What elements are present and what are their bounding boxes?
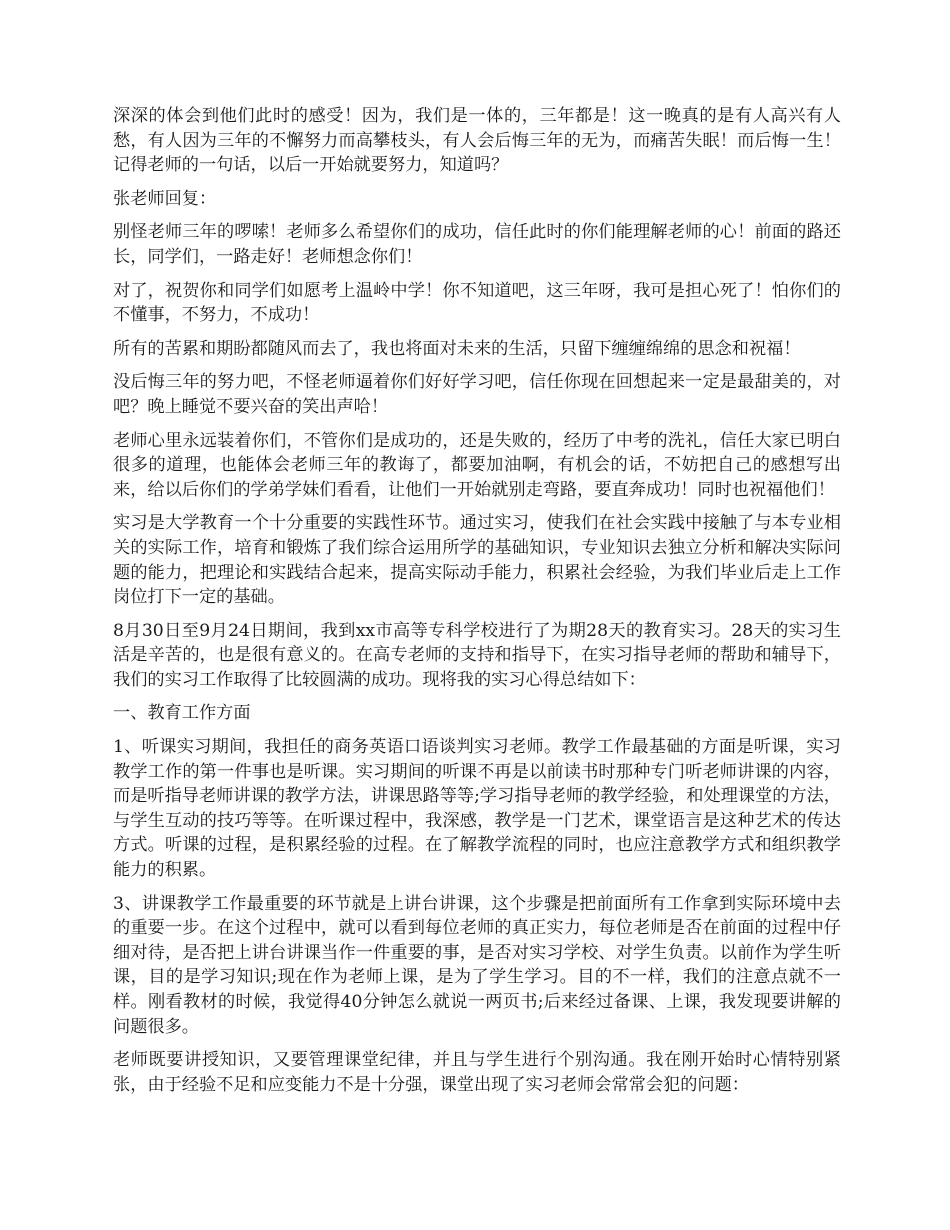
paragraph: 8月30日至9月24日期间，我到xx市高等专科学校进行了为期28天的教育实习。28天的实习生活是辛苦的，也是很有意义的。在高专老师的支持和指导下，在实习指导老师的帮助和辅导下，我们的实习工作取得了比较圆满的成功。现将我的实习心得总结如下： [113,620,841,690]
paragraph: 深深的体会到他们此时的感受！因为，我们是一体的，三年都是！这一晚真的是有人高兴有人愁，有人因为三年的不懈努力而高攀枝头，有人会后悔三年的无为，而痛苦失眠！而后悔一生！记得老师的一句话，以后一开始就要努力，知道吗？ [113,106,841,176]
paragraph: 没后悔三年的努力吧，不怪老师逼着你们好好学习吧，信任你现在回想起来一定是最甜美的，对吧？晚上睡觉不要兴奋的笑出声哈！ [113,372,841,417]
paragraph: 1、听课实习期间，我担任的商务英语口语谈判实习老师。教学工作最基础的方面是听课，实习教学工作的第一件事也是听课。实习期间的听课不再是以前读书时那种专门听老师讲课的内容，而是听指导老师讲课的教学方法，讲课思路等等;学习指导老师的教学经验，和处理课堂的方法，与学生互动的技巧等等。在听课过程中，我深感，教学是一门艺术，课堂语言是这种艺术的传达方式。听课的过程，是积累经验的过程。在了解教学流程的同时，也应注意教学方式和组织教学能力的积累。 [113,737,841,881]
paragraph: 实习是大学教育一个十分重要的实践性环节。通过实习，使我们在社会实践中接触了与本专业相关的实际工作，培育和锻炼了我们综合运用所学的基础知识，专业知识去独立分析和解决实际问题的能力，把理论和实践结合起来，提高实际动手能力，积累社会经验，为我们毕业后走上工作岗位打下一定的基础。 [113,513,841,608]
paragraph: 老师心里永远装着你们，不管你们是成功的，还是失败的，经历了中考的洗礼，信任大家已明白很多的道理，也能体会老师三年的教诲了，都要加油啊，有机会的话，不妨把自己的感想写出来，给以后你们的学弟学妹们看看，让他们一开始就别走弯路，要直奔成功！同时也祝福他们！ [113,430,841,500]
section-heading: 一、教育工作方面 [113,703,251,724]
paragraph: 老师既要讲授知识，又要管理课堂纪律，并且与学生进行个别沟通。我在刚开始时心情特别紧张，由于经验不足和应变能力不是十分强，课堂出现了实习老师会常常会犯的问题： [113,1050,841,1095]
paragraph: 别怪老师三年的啰嗦！老师多么希望你们的成功，信任此时的你们能理解老师的心！前面的路还长，同学们，一路走好！老师想念你们！ [113,222,841,267]
paragraph: 对了，祝贺你和同学们如愿考上温岭中学！你不知道吧，这三年呀，我可是担心死了！怕你们的不懂事，不努力，不成功！ [113,280,841,326]
paragraph: 张老师回复： [113,188,217,209]
paragraph: 所有的苦累和期盼都随风而去了，我也将面对未来的生活，只留下缠缠绵绵的思念和祝福！ [113,338,801,359]
paragraph: 3、讲课教学工作最重要的环节就是上讲台讲课，这个步骤是把前面所有工作拿到实际环境中去的重要一步。在这个过程中，就可以看到每位老师的真正实力，每位老师是否在前面的过程中仔细对待，是否把上讲台讲课当作一件重要的事，是否对实习学校、对学生负责。以前作为学生听课，目的是学习知识;现在作为老师上课，是为了学生学习。目的不一样，我们的注意点就不一样。刚看教材的时候，我觉得40分钟怎么就说一两页书;后来经过备课、上课，我发现要讲解的问题很多。 [113,893,841,1037]
document-page [113,104,841,1106]
